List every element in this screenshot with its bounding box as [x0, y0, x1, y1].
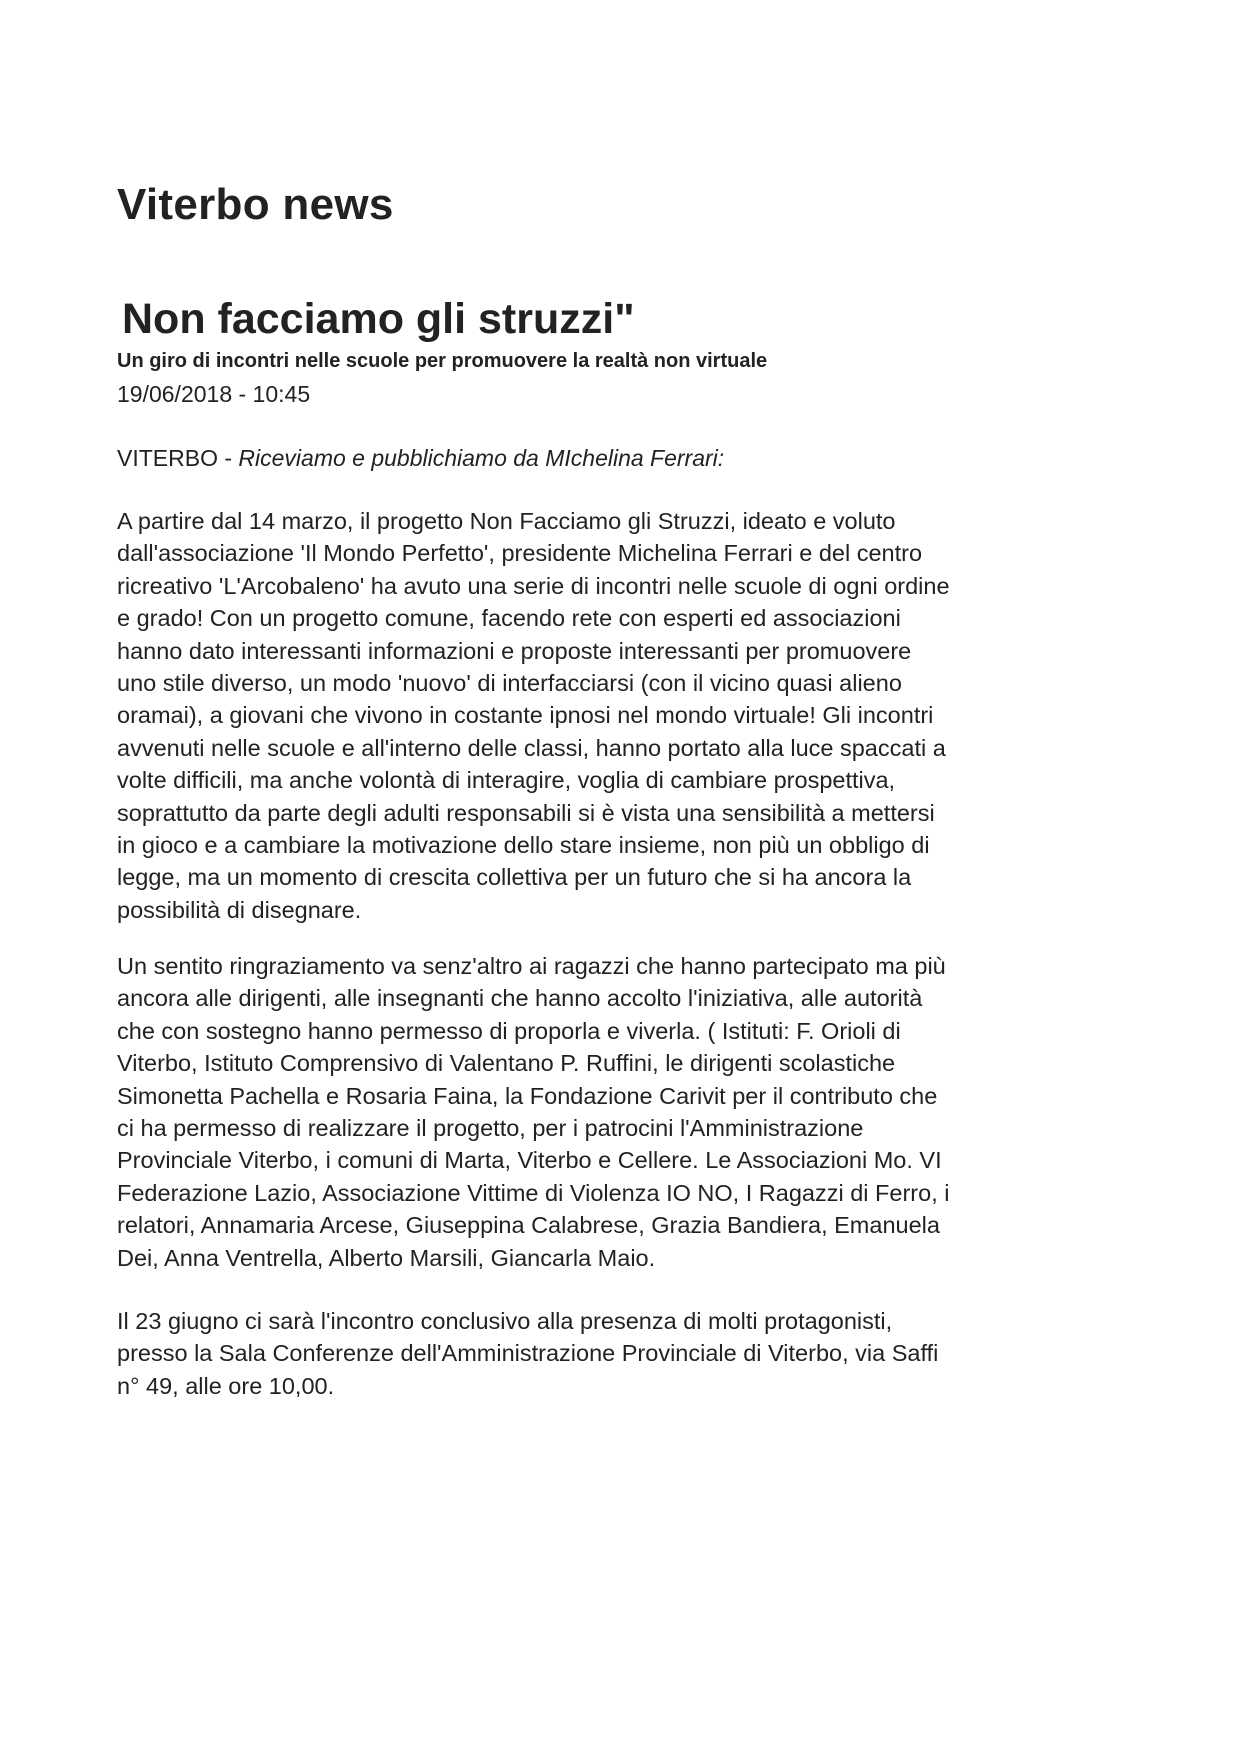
paragraph-line: A partire dal 14 marzo, il progetto Non Facciamo gli Struzzi, ideato e voluto — [117, 508, 896, 534]
intro-place: VITERBO - — [117, 445, 239, 471]
paragraph-1 — [117, 505, 1137, 926]
paragraph-line: Il 23 giugno ci sarà l'incontro conclusivo alla presenza di molti protagonisti, — [117, 1308, 893, 1334]
paragraph-line: in gioco e a cambiare la motivazione dello stare insieme, non più un obbligo di — [117, 832, 930, 859]
paragraph-line: relatori, Annamaria Arcese, Giuseppina Calabrese, Grazia Bandiera, Emanuela — [117, 1212, 940, 1239]
paragraph-line: Provinciale Viterbo, i comuni di Marta, Viterbo e Cellere. Le Associazioni Mo. VI — [117, 1147, 942, 1174]
paragraph-line: uno stile diverso, un modo 'nuovo' di interfacciarsi (con il vicino quasi alieno — [117, 670, 902, 697]
paragraph-line: dall'associazione 'Il Mondo Perfetto', presidente Michelina Ferrari e del centro — [117, 540, 923, 567]
paragraph-line: Simonetta Pachella e Rosaria Faina, la Fondazione Carivit per il contributo che — [117, 1082, 938, 1109]
paragraph-line: ricreativo 'L'Arcobaleno' ha avuto una serie di incontri nelle scuole di ogni ordine — [117, 572, 950, 599]
paragraph-line: ci ha permesso di realizzare il progetto, per i patrocini l'Amministrazione — [117, 1115, 864, 1142]
paragraph-line: Federazione Lazio, Associazione Vittime di Violenza IO NO, I Ragazzi di Ferro, i — [117, 1179, 950, 1206]
paragraph-line: possibilità di disegnare. — [117, 896, 362, 923]
article-subtitle: Un giro di incontri nelle scuole per promuovere la realtà non virtuale — [117, 350, 768, 372]
intro-attribution: Riceviamo e pubblichiamo da MIchelina Ferrari: — [238, 445, 725, 471]
paragraph-line: Viterbo, Istituto Comprensivo di Valentano P. Ruffini, le dirigenti scolastiche — [117, 1050, 896, 1077]
paragraph-line: Dei, Anna Ventrella, Alberto Marsili, Giancarla Maio. — [117, 1244, 656, 1271]
site-title: Viterbo news — [117, 180, 394, 229]
paragraph-line: volte difficili, ma anche volontà di interagire, voglia di cambiare prospettiva, — [117, 767, 896, 794]
paragraph-line: soprattutto da parte degli adulti responsabili si è vista una sensibilità a mettersi — [117, 799, 935, 826]
paragraph-line: presso la Sala Conferenze dell'Amministrazione Provinciale di Viterbo, via Saffi — [117, 1340, 939, 1367]
article-date: 19/06/2018 - 10:45 — [117, 381, 311, 407]
article-headline: Non facciamo gli struzzi" — [122, 295, 635, 343]
paragraph-line: oramai), a giovani che vivono in costante ipnosi nel mondo virtuale! Gli incontri — [117, 702, 934, 729]
paragraph-line: ancora alle dirigenti, alle insegnanti che hanno accolto l'iniziativa, alle autorità — [117, 985, 923, 1012]
article-intro — [117, 445, 724, 472]
paragraph-2 — [117, 950, 1137, 1274]
paragraph-line: avvenuti nelle scuole e all'interno delle classi, hanno portato alla luce spaccati a — [117, 734, 946, 761]
paragraph-line: e grado! Con un progetto comune, facendo rete con esperti ed associazioni — [117, 605, 901, 632]
paragraph-line: Un sentito ringraziamento va senz'altro ai ragazzi che hanno partecipato ma più — [117, 953, 946, 979]
paragraph-line: che con sostegno hanno permesso di proporla e viverla. ( Istituti: F. Orioli di — [117, 1017, 901, 1044]
paragraph-3 — [117, 1305, 1137, 1402]
paragraph-line: n° 49, alle ore 10,00. — [117, 1372, 335, 1399]
paragraph-line: hanno dato interessanti informazioni e proposte interessanti per promuovere — [117, 637, 912, 664]
paragraph-line: legge, ma un momento di crescita collettiva per un futuro che si ha ancora la — [117, 864, 912, 891]
